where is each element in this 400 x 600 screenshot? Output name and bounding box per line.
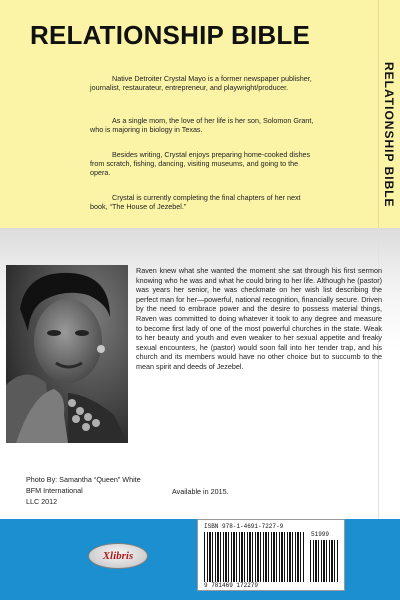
- book-blurb: Raven knew what she wanted the moment she sat through his first sermon knowing who he was and what he could bring to her life. Although he (pastor) was years her senior, he was checkmate on her wish list describing the perfect man for her—powerful, national recognition, financially secure. Driven by the need to embrace power and the desire to possess material things, Raven was committed to doing whatever it took to any degree and measure to become first lady of one of the most powerful churches in the state. Weak to her beauty and youth and even weaker to her sexual appetite and freaky sexual encounters, he (pastor) would soon fall into her tender trap, and his church and its members would have no other choice but to succumb to the mean spirit and deeds of Jezebel.: [136, 266, 382, 371]
- barcode-addon-bars: [310, 540, 340, 582]
- publisher-logo-text: Xlibris: [102, 550, 134, 562]
- bio-text: Native Detroiter Crystal Mayo is a former newspaper publisher, journalist, restaurateur, entrepreneur, and playwright/producer.: [90, 74, 312, 92]
- availability-note: Available in 2015.: [172, 487, 229, 496]
- author-bio-paragraph: [90, 193, 318, 211]
- xlibris-logo-icon: [88, 543, 148, 569]
- author-bio-paragraph: [90, 74, 318, 92]
- author-photo: [6, 265, 128, 443]
- bio-text: Crystal is currently completing the final chapters of her next book, “The House of Jezebel.”: [90, 193, 301, 211]
- author-bio-paragraph: [90, 150, 318, 177]
- author-portrait-image: [6, 265, 128, 443]
- bio-text: Besides writing, Crystal enjoys preparing home-cooked dishes from scratch, fishing, dancing, visiting museums, and going to the opera.: [90, 150, 311, 177]
- spine-title: RELATIONSHIP BIBLE: [382, 62, 396, 208]
- bio-text: As a single mom, the love of her life is her son, Solomon Grant, who is majoring in biology in Texas.: [90, 116, 314, 134]
- publisher-credit-line: LLC 2012: [26, 497, 58, 506]
- barcode-bars: [204, 532, 306, 582]
- isbn-barcode: [197, 519, 345, 591]
- cover-top-panel: [0, 0, 378, 228]
- book-title: RELATIONSHIP BIBLE: [30, 20, 310, 50]
- barcode-digits: 9 781469 172279: [204, 582, 259, 589]
- photo-credit: Photo By: Samantha “Queen” White: [26, 475, 141, 484]
- book-spine: [378, 0, 400, 228]
- barcode-addon-code: 51999: [311, 531, 330, 538]
- publisher-credit-line: BFM International: [26, 486, 83, 495]
- author-bio-paragraph: [90, 116, 318, 134]
- isbn-label: ISBN 978-1-4691-7227-9: [204, 523, 284, 530]
